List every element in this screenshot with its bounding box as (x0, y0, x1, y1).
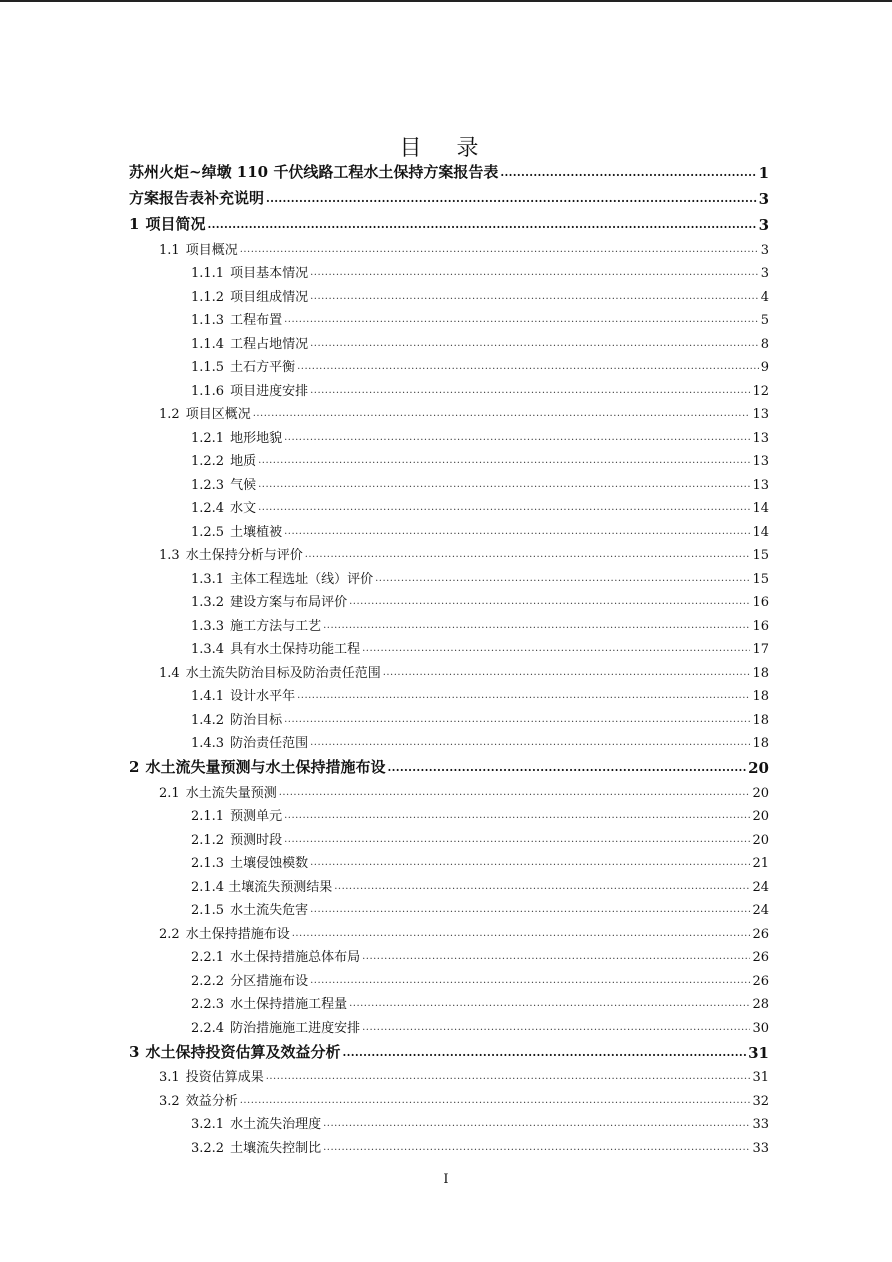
toc-entry-number: 1.2.4 (191, 501, 225, 516)
toc-entry-number: 1 (129, 215, 140, 233)
toc-entry[interactable] (129, 281, 769, 305)
toc-entry-page: 18 (752, 712, 769, 728)
toc-entry-page: 26 (752, 950, 769, 965)
dot-leader (284, 432, 750, 443)
toc-entry-label: 土石方平衡 (230, 360, 296, 375)
toc-entry-page: 1 (758, 164, 769, 182)
toc-entry-page: 24 (752, 879, 769, 895)
toc-entry-number: 1.2.3 (191, 477, 225, 493)
toc-entry-label: 水文 (230, 501, 257, 516)
toc-entry[interactable] (129, 751, 769, 777)
toc-entry-page: 32 (752, 1093, 769, 1109)
toc-entry[interactable] (129, 728, 769, 752)
dot-leader (362, 951, 750, 962)
toc-entry-label: 项目区概况 (185, 407, 251, 422)
toc-entry-number: 1.4.2 (191, 712, 225, 728)
toc-entry-title (191, 709, 284, 728)
toc-entry-number: 1.1.6 (191, 383, 225, 399)
toc-entry-label: 土壤流失控制比 (230, 1140, 322, 1156)
toc-entry-page: 20 (752, 809, 769, 824)
toc-entry-title (191, 1113, 323, 1132)
toc-entry[interactable] (129, 848, 769, 872)
toc-entry-title (191, 638, 362, 657)
toc-entry[interactable] (129, 918, 769, 942)
toc-entry-label: 项目进度安排 (230, 383, 309, 399)
toc-entry-page: 16 (752, 618, 769, 634)
toc-entry-title (129, 756, 387, 777)
toc-entry-number: 1.1 (159, 242, 180, 258)
toc-entry-page: 17 (752, 642, 769, 657)
toc-entry[interactable] (129, 399, 769, 423)
toc-entry-label: 方案报告表补充说明 (129, 189, 265, 207)
dot-leader (207, 218, 756, 231)
toc-entry-page: 13 (752, 407, 769, 422)
dot-leader (310, 338, 759, 349)
dot-leader (258, 455, 750, 466)
toc-entry-label: 水土保持分析与评价 (185, 548, 303, 563)
toc-entry-page: 15 (752, 571, 769, 587)
toc-entry-title (191, 615, 323, 634)
toc-entry-page: 3 (758, 216, 769, 234)
dot-leader (383, 667, 751, 678)
toc-entry-title (191, 1017, 362, 1036)
toc-entry-number: 1.4.1 (191, 689, 225, 704)
dot-leader (362, 643, 750, 654)
toc-entry-page: 14 (752, 524, 769, 540)
toc-entry[interactable] (129, 156, 769, 182)
toc-entry-page: 13 (752, 430, 769, 446)
toc-entry[interactable] (129, 305, 769, 329)
toc-entry-number: 1.2.2 (191, 454, 225, 469)
page-title: 目 录 (399, 135, 493, 161)
toc-entry-title (191, 805, 284, 824)
toc-entry[interactable] (129, 258, 769, 282)
toc-entry-title (191, 309, 284, 328)
toc-entry[interactable] (129, 634, 769, 658)
toc-entry-label: 防治措施施工进度安排 (230, 1020, 361, 1036)
toc-entry-page: 3 (760, 266, 769, 281)
toc-entry[interactable] (129, 587, 769, 611)
dot-leader (284, 314, 759, 325)
toc-entry-number: 1.3 (159, 548, 180, 563)
toc-entry-page: 16 (752, 595, 769, 610)
toc-entry-title (191, 899, 310, 918)
toc-entry-page: 20 (748, 759, 769, 777)
toc-entry-number: 1.3.2 (191, 595, 225, 610)
toc-entry-number: 1.1.1 (191, 266, 225, 281)
toc-entry[interactable] (129, 516, 769, 540)
toc-entry-label: 预测时段 (230, 832, 283, 848)
toc-entry-number: 1.1.4 (191, 336, 225, 352)
toc-entry-number: 1.3.1 (191, 571, 225, 587)
toc-entry-title (159, 1066, 266, 1085)
toc-entry-page: 33 (752, 1117, 769, 1132)
toc-entry-title (191, 829, 284, 848)
toc-entry-title (159, 1090, 240, 1109)
toc-entry-title (159, 782, 279, 801)
toc-entry[interactable] (129, 1062, 769, 1086)
toc-entry-label: 水土流失防治目标及防治责任范围 (185, 665, 381, 681)
toc-entry-title (191, 262, 310, 281)
toc-entry-title (191, 946, 362, 965)
toc-entry[interactable] (129, 610, 769, 634)
toc-entry[interactable] (129, 871, 769, 895)
toc-entry-page: 26 (752, 926, 769, 942)
dot-leader (279, 787, 751, 798)
dot-leader (284, 526, 750, 537)
toc-entry-label: 工程布置 (230, 313, 283, 328)
toc-entry-title (191, 286, 310, 305)
toc-entry-title (129, 213, 207, 234)
toc-entry[interactable] (129, 989, 769, 1013)
toc-entry-page: 24 (752, 903, 769, 918)
toc-entry[interactable] (129, 1109, 769, 1133)
dot-leader (375, 573, 750, 584)
toc-entry-title (159, 923, 292, 942)
toc-entry-title (191, 356, 297, 375)
toc-entry-label: 主体工程选址（线）评价 (230, 571, 374, 587)
toc-entry[interactable] (129, 563, 769, 587)
toc-entry-title (191, 591, 349, 610)
toc-entry[interactable] (129, 375, 769, 399)
toc-entry-page: 31 (748, 1043, 769, 1062)
toc-entry-number: 1.1.2 (191, 289, 225, 305)
dot-leader (258, 479, 750, 490)
toc-entry-number: 3.1 (159, 1070, 180, 1085)
toc-entry-title (191, 474, 258, 493)
toc-entry-label: 施工方法与工艺 (230, 618, 322, 634)
toc-entry-number: 2.1.5 (191, 903, 225, 918)
toc-entry-page: 26 (752, 973, 769, 989)
toc-entry-page: 13 (752, 454, 769, 469)
toc-entry-page: 33 (752, 1140, 769, 1156)
dot-leader (305, 549, 751, 560)
toc-entry[interactable] (129, 182, 769, 208)
toc-entry-number: 2.2.3 (191, 997, 225, 1012)
toc-entry-number: 2.1.3 (191, 856, 225, 871)
toc-entry-page: 28 (752, 997, 769, 1012)
dot-leader (310, 385, 750, 396)
toc-entry[interactable] (129, 540, 769, 564)
toc-entry-label: 建设方案与布局评价 (230, 595, 348, 610)
toc-entry[interactable] (129, 422, 769, 446)
toc-entry[interactable] (129, 801, 769, 825)
toc-entry[interactable] (129, 1132, 769, 1156)
toc-entry[interactable] (129, 965, 769, 989)
toc-entry-label: 预测单元 (230, 809, 283, 824)
toc-entry-label: 水土流失危害 (230, 903, 309, 918)
dot-leader (310, 737, 750, 748)
toc-entry-number: 2.1.2 (191, 832, 225, 848)
toc-entry-title (159, 544, 305, 563)
toc-entry-label: 苏州火炬~绰墩 110 千伏线路工程水土保持方案报告表 (129, 163, 499, 181)
toc-entry-label: 土壤植被 (230, 524, 283, 540)
toc-entry-title (191, 427, 284, 446)
dot-leader (310, 975, 750, 986)
toc-entry-page: 15 (752, 548, 769, 563)
toc-entry[interactable] (129, 1012, 769, 1036)
toc-entry-number: 2.1 (159, 785, 180, 801)
dot-leader (500, 166, 756, 179)
dot-leader (297, 690, 750, 701)
toc-entry-number: 3.2.2 (191, 1140, 225, 1156)
toc-entry-title (159, 403, 253, 422)
toc-entry-number: 3.2.1 (191, 1117, 225, 1132)
toc-entry[interactable] (129, 234, 769, 258)
dot-leader (284, 834, 750, 845)
toc-entry-label: 地质 (230, 454, 257, 469)
toc-entry-label: 地形地貌 (230, 430, 283, 446)
toc-entry-title (191, 450, 258, 469)
toc-entry-number: 2.1.1 (191, 809, 225, 824)
dot-leader (253, 408, 751, 419)
toc-entry[interactable] (129, 1036, 769, 1062)
dot-leader (362, 1022, 750, 1033)
toc-entry-label: 水土保持措施工程量 (230, 997, 348, 1012)
toc-entry-number: 2.2 (159, 926, 180, 942)
dot-leader (323, 620, 750, 631)
toc-entry-page: 18 (752, 665, 769, 681)
toc-entry-label: 水土流失量预测与水土保持措施布设 (145, 758, 386, 776)
toc-entry-page: 13 (752, 477, 769, 493)
toc-entry-label: 防治责任范围 (230, 736, 309, 751)
toc-entry-page: 31 (752, 1070, 769, 1085)
toc-entry-title (191, 1137, 323, 1156)
toc-entry-number: 1.3.3 (191, 618, 225, 634)
toc-entry-number: 1.2.5 (191, 524, 225, 540)
toc-entry[interactable] (129, 208, 769, 234)
toc-entry-title (191, 685, 297, 704)
top-border (0, 0, 892, 2)
toc-entry-label: 效益分析 (185, 1093, 238, 1109)
toc-entry[interactable] (129, 895, 769, 919)
toc-entry-label: 分区措施布设 (230, 973, 309, 989)
toc-entry-page: 30 (752, 1020, 769, 1036)
toc-entry-label: 2.1.4 土壤流失预测结果 (191, 879, 333, 895)
toc-entry-label: 水土保持措施布设 (185, 926, 290, 942)
toc-entry-label: 防治目标 (230, 712, 283, 728)
toc-entry-title (191, 380, 310, 399)
toc-entry-title (191, 876, 334, 895)
toc-entry-number: 2.2.4 (191, 1020, 225, 1036)
toc-entry-number: 1.2 (159, 407, 180, 422)
toc-entry-title (159, 239, 240, 258)
toc-entry-label: 投资估算成果 (185, 1070, 264, 1085)
page-number: I (443, 1172, 449, 1187)
toc-entry-number: 2 (129, 758, 140, 776)
toc-entry[interactable] (129, 824, 769, 848)
toc-entry[interactable] (129, 681, 769, 705)
toc-entry-label: 工程占地情况 (230, 336, 309, 352)
dot-leader (323, 1142, 750, 1153)
dot-leader (342, 1046, 746, 1059)
toc-entry-title (129, 161, 500, 182)
toc-entry-page: 4 (760, 289, 769, 305)
toc-entry[interactable] (129, 493, 769, 517)
toc-entry-number: 1.2.1 (191, 430, 225, 446)
toc-entry-title (129, 187, 266, 208)
toc-entry-number: 1.3.4 (191, 642, 225, 657)
dot-leader (266, 1071, 751, 1082)
dot-leader (292, 928, 751, 939)
dot-leader (297, 361, 759, 372)
dot-leader (310, 291, 759, 302)
dot-leader (240, 244, 759, 255)
toc-entry-title (159, 662, 383, 681)
toc-entry-number: 2.2.2 (191, 973, 225, 989)
toc-entry-page: 5 (760, 313, 769, 328)
toc-entry-page: 8 (760, 336, 769, 352)
toc-entry-number: 3 (129, 1042, 140, 1061)
toc-entry[interactable] (129, 942, 769, 966)
toc-entry[interactable] (129, 777, 769, 801)
toc-entry-title (191, 333, 310, 352)
toc-entry-label: 水土流失量预测 (185, 785, 277, 801)
dot-leader (310, 857, 750, 868)
toc-entry-title (191, 970, 310, 989)
toc-entry-label: 具有水土保持功能工程 (230, 642, 361, 657)
dot-leader (334, 881, 750, 892)
toc-entry[interactable] (129, 446, 769, 470)
toc-entry-page: 14 (752, 501, 769, 516)
dot-leader (266, 192, 757, 205)
toc-entry[interactable] (129, 657, 769, 681)
toc-entry-number: 2.2.1 (191, 950, 225, 965)
toc-entry-label: 水土流失治理度 (230, 1117, 322, 1132)
dot-leader (258, 502, 750, 513)
toc-entry-label: 水土保持措施总体布局 (230, 950, 361, 965)
dot-leader (349, 998, 750, 1009)
toc-entry-page: 20 (752, 785, 769, 801)
toc-entry-label: 土壤侵蚀模数 (230, 856, 309, 871)
dot-leader (387, 761, 746, 774)
toc-entry-number: 1.4 (159, 665, 180, 681)
toc-entry-page: 3 (760, 242, 769, 258)
toc-entry-page: 18 (752, 689, 769, 704)
toc-entry-label: 气候 (230, 477, 257, 493)
toc-entry-title (191, 732, 310, 751)
toc-entry[interactable] (129, 704, 769, 728)
dot-leader (310, 267, 759, 278)
toc-entry-number: 1.1.3 (191, 313, 225, 328)
dot-leader (310, 904, 750, 915)
toc-entry-title (191, 993, 349, 1012)
toc-entry-label: 项目简况 (145, 215, 206, 233)
toc-entry-title (191, 497, 258, 516)
toc-entry[interactable] (129, 1085, 769, 1109)
toc-entry[interactable] (129, 469, 769, 493)
toc-entry-page: 9 (760, 360, 769, 375)
toc-entry[interactable] (129, 352, 769, 376)
toc-entry-label: 项目概况 (185, 242, 238, 258)
toc-entry-label: 项目基本情况 (230, 266, 309, 281)
dot-leader (284, 714, 750, 725)
toc-entry-number: 1.4.3 (191, 736, 225, 751)
toc-entry-page: 20 (752, 832, 769, 848)
toc-entry-label: 水土保持投资估算及效益分析 (145, 1042, 341, 1061)
toc-entry-number: 1.1.5 (191, 360, 225, 375)
toc-entry-title (191, 568, 375, 587)
toc-entry[interactable] (129, 328, 769, 352)
toc-entry-title (191, 521, 284, 540)
table-of-contents (129, 156, 769, 1156)
toc-entry-title (129, 1041, 342, 1062)
toc-entry-label: 项目组成情况 (230, 289, 309, 305)
toc-entry-number: 3.2 (159, 1093, 180, 1109)
toc-entry-label: 设计水平年 (230, 689, 296, 704)
toc-entry-page: 12 (752, 383, 769, 399)
toc-entry-title (191, 852, 310, 871)
dot-leader (349, 596, 750, 607)
dot-leader (323, 1118, 750, 1129)
toc-entry-page: 18 (752, 736, 769, 751)
dot-leader (284, 810, 750, 821)
dot-leader (240, 1095, 751, 1106)
toc-entry-page: 3 (758, 190, 769, 208)
toc-entry-page: 21 (752, 856, 769, 871)
